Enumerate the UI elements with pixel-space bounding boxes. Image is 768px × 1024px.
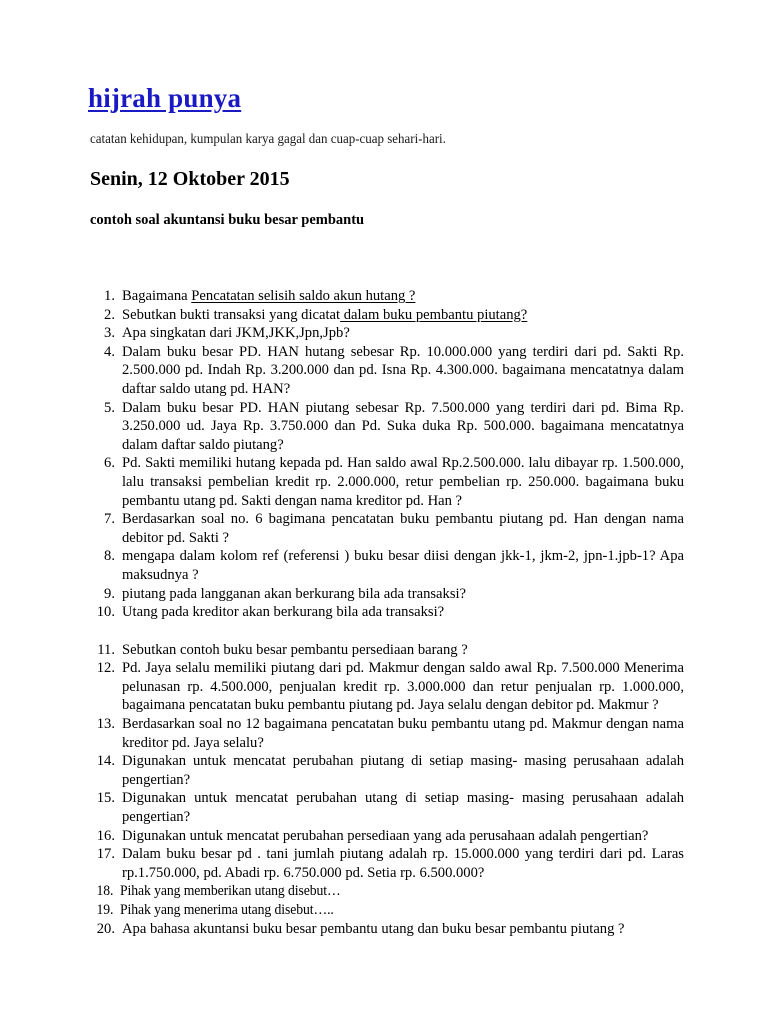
question-item xyxy=(88,306,684,325)
question-number: 19. xyxy=(96,902,114,918)
question-number: 16. xyxy=(96,827,115,844)
post-date-heading: Senin, 12 Oktober 2015 xyxy=(90,168,290,190)
question-text xyxy=(122,660,684,713)
question-number: 13. xyxy=(96,716,115,733)
question-text-plain: mengapa dalam kolom ref (referensi ) buku besar diisi dengan jkk-1, jkm-2, jpn-1.jpb-1? Apa maksudnya ? xyxy=(122,548,684,583)
question-text xyxy=(122,790,684,825)
question-text-plain: Berdasarkan soal no 12 bagaimana pencatatan buku pembantu utang pd. Makmur dengan nama kreditor pd. Jaya selalu? xyxy=(122,716,684,751)
question-text xyxy=(122,586,466,602)
question-text xyxy=(122,753,684,788)
question-text-underlined: dalam buku pembantu piutang? xyxy=(340,306,528,323)
question-number: 6. xyxy=(104,455,115,472)
question-text-plain: Pd. Jaya selalu memiliki piutang dari pd. Makmur dengan saldo awal Rp. 7.500.000 Menerima pelunasan rp. 4.500.000, penjualan kredit rp. 3.000.000 dan retur penjualan rp. 1.000.000, bagaimana pencatatan buku pembantu piutang pd. Jaya selalu dengan debitor pd. Makmur ? xyxy=(122,660,684,714)
question-text-plain: Pihak yang memberikan utang disebut… xyxy=(119,883,341,900)
question-text xyxy=(122,604,444,620)
question-text xyxy=(122,344,684,397)
question-item xyxy=(88,827,684,846)
question-text-plain: Berdasarkan soal no. 6 bagimana pencatatan buku pembantu piutang pd. Han dengan nama debitor pd. Sakti ? xyxy=(122,511,684,546)
question-item xyxy=(88,752,684,789)
question-text xyxy=(122,307,527,323)
question-text-plain: Bagaimana xyxy=(122,288,192,304)
question-text xyxy=(122,548,684,583)
question-text xyxy=(122,325,350,341)
question-item xyxy=(88,882,648,901)
question-number: 4. xyxy=(104,343,115,360)
post-title-heading: contoh soal akuntansi buku besar pembantu xyxy=(90,212,365,228)
question-item xyxy=(88,603,684,622)
question-text xyxy=(120,902,334,918)
question-number: 3. xyxy=(104,325,115,342)
question-item xyxy=(88,920,684,939)
question-text-plain: Digunakan untuk mencatat perubahan utang di setiap masing- masing perusahaan adalah pengertian? xyxy=(122,790,684,826)
question-text-plain: Sebutkan bukti transaksi yang dicatat xyxy=(122,306,341,323)
question-text-plain: Dalam buku besar pd . tani jumlah piutang adalah rp. 15.000.000 yang terdiri dari pd. Laras rp.1.750.000, pd. Abadi rp. 6.750.000 pd. Setia rp. 6.500.000? xyxy=(122,846,684,881)
question-number: 14. xyxy=(96,753,115,770)
question-text-plain: Pd. Sakti memiliki hutang kepada pd. Han saldo awal Rp.2.500.000. lalu dibayar rp. 1.500.000, lalu transaksi pembelian kredit rp. 2.000.000, retur pembelian rp. 250.000. bagaimana buku pembantu utang pd. Sakti dengan nama kreditor pd. Han ? xyxy=(122,455,684,509)
blog-tagline: catatan kehidupan, kumpulan karya gagal dan cuap-cuap sehari-hari. xyxy=(90,131,446,146)
question-text xyxy=(120,883,341,899)
question-number: 5. xyxy=(104,399,115,416)
question-list xyxy=(88,287,684,938)
question-text-plain: Digunakan untuk mencatat perubahan piutang di setiap masing- masing perusahaan adalah pengertian? xyxy=(122,753,684,788)
question-item xyxy=(88,343,684,399)
question-text-plain: Dalam buku besar PD. HAN hutang sebesar Rp. 10.000.000 yang terdiri dari pd. Sakti Rp. 2.500.000 pd. Indah Rp. 3.200.000 dan pd. Isna Rp. 4.300.000. bagaimana mencatatnya dalam daftar saldo utang pd. HAN? xyxy=(122,343,684,397)
question-number: 15. xyxy=(96,790,115,807)
question-text-plain: piutang pada langganan akan berkurang bila ada transaksi? xyxy=(122,585,467,602)
question-item xyxy=(88,454,684,510)
question-item xyxy=(88,715,684,752)
question-text xyxy=(122,828,648,844)
question-item xyxy=(88,510,684,547)
question-number: 10. xyxy=(96,604,115,621)
question-item xyxy=(88,287,684,306)
question-item xyxy=(88,845,684,882)
blog-title-link[interactable]: hijrah punya xyxy=(88,83,242,113)
question-number: 2. xyxy=(104,306,115,323)
question-number: 8. xyxy=(104,548,115,565)
question-number: 20. xyxy=(96,920,115,937)
question-item xyxy=(88,659,684,715)
question-number: 9. xyxy=(104,585,115,602)
question-text-plain: Sebutkan contoh buku besar pembantu persediaan barang ? xyxy=(122,641,468,658)
question-item xyxy=(88,789,684,826)
question-text xyxy=(122,716,684,751)
question-number: 11. xyxy=(97,641,115,658)
question-item xyxy=(88,585,684,604)
question-item xyxy=(88,547,684,584)
question-number: 12. xyxy=(96,660,115,677)
question-text-plain: Dalam buku besar PD. HAN piutang sebesar Rp. 7.500.000 yang terdiri dari pd. Bima Rp. 3.250.000 ud. Jaya Rp. 3.750.000 dan Pd. Suka duka Rp. 500.000. bagaimana mencatatnya dalam daftar saldo piutang? xyxy=(122,399,684,453)
question-text xyxy=(122,846,684,881)
question-number: 7. xyxy=(104,511,115,528)
question-item xyxy=(88,641,684,660)
question-text-underlined: Pencatatan selisih saldo akun hutang ? xyxy=(191,288,416,304)
question-text-plain: Apa bahasa akuntansi buku besar pembantu utang dan buku besar pembantu piutang ? xyxy=(122,920,625,937)
question-text xyxy=(122,400,684,453)
question-text-plain: Utang pada kreditor akan berkurang bila ada transaksi? xyxy=(122,604,445,621)
question-text xyxy=(122,288,415,304)
question-text-plain: Digunakan untuk mencatat perubahan persediaan yang ada perusahaan adalah pengertian? xyxy=(122,827,649,844)
question-text-plain: Apa singkatan dari JKM,JKK,Jpn,Jpb? xyxy=(122,325,350,342)
question-item xyxy=(88,901,648,920)
question-text xyxy=(122,511,684,546)
question-item xyxy=(88,324,684,343)
question-text xyxy=(122,642,468,658)
question-text-plain: Pihak yang menerima utang disebut….. xyxy=(119,902,334,918)
question-number: 18. xyxy=(96,883,114,900)
question-text xyxy=(122,455,684,508)
question-item xyxy=(88,399,684,455)
question-text xyxy=(122,921,625,937)
question-number: 1. xyxy=(104,288,115,304)
document-content xyxy=(88,82,684,938)
question-number: 17. xyxy=(96,846,115,863)
